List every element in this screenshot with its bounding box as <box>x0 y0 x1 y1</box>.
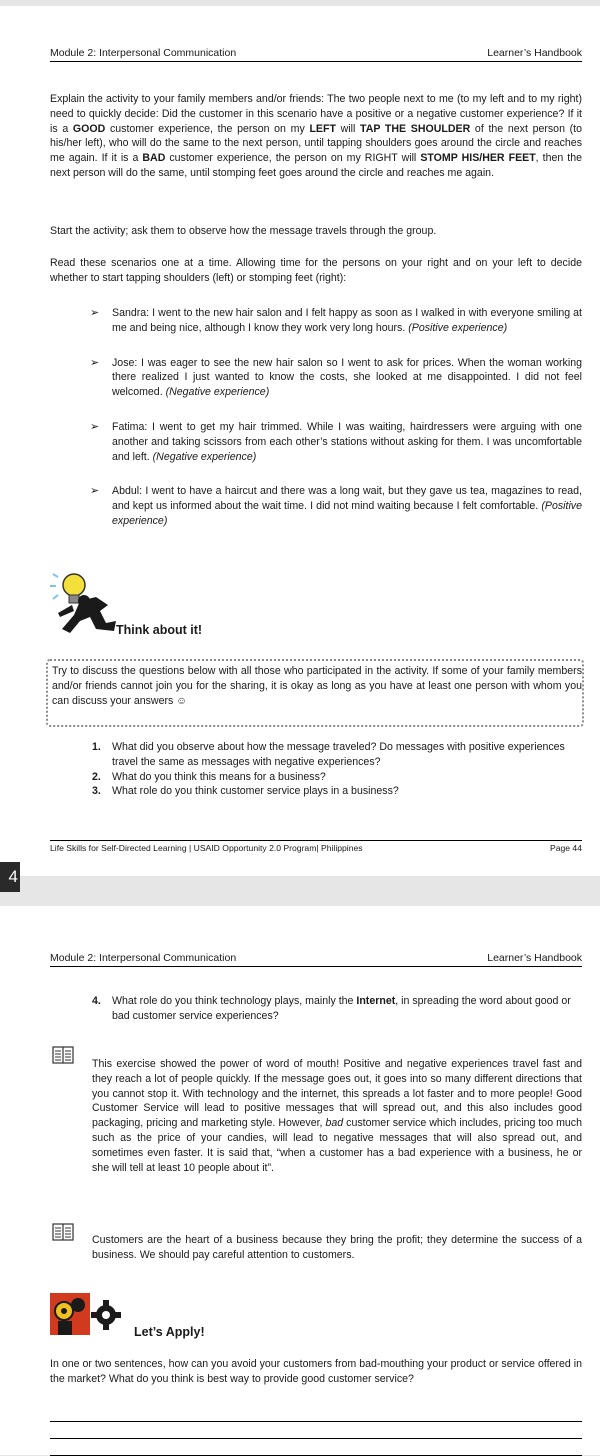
open-book-icon <box>52 1223 74 1241</box>
handbook-page-44 <box>0 6 600 876</box>
arrow-bullet-icon: ➢ <box>90 356 100 369</box>
handbook-title: Learner’s Handbook <box>487 952 582 964</box>
question-item: 1. What did you observe about how the message traveled? Do messages with positive experiences travel the same as messages with negative experiences? <box>92 741 565 768</box>
customers-note: Customers are the heart of a business because they bring the profit; they determine the success of a business. We should pay careful attention to customers. <box>92 1234 582 1261</box>
question-list <box>92 740 582 799</box>
page-footer <box>50 840 582 853</box>
lets-apply-title: Let’s Apply! <box>134 1325 205 1339</box>
start-activity-text: Start the activity; ask them to observe how the message travels through the group. <box>50 225 437 237</box>
page-number: Page 44 <box>549 843 582 853</box>
scenario-list <box>90 306 582 549</box>
arrow-bullet-icon: ➢ <box>90 420 100 433</box>
scenario-item: ➢ Abdul: I went to have a haircut and there was a long wait, but they gave us tea, magazines to read, and kept us informed about the wait time. I did not mind waiting because I felt comfortable. (Positive experience) <box>90 485 582 527</box>
question-list-continued <box>92 994 582 1024</box>
footer-program: Life Skills for Self-Directed Learning | USAID Opportunity 2.0 Program| Philippines <box>50 843 363 853</box>
module-title: Module 2: Interpersonal Communication <box>50 952 237 964</box>
answer-line[interactable] <box>50 1405 582 1422</box>
think-about-it-title: Think about it! <box>116 623 203 637</box>
scenario-item: ➢ Sandra: I went to the new hair salon and I felt happy as soon as I walked in with everyone smiling at me and being nice, although I know they work very long hours. (Positive experience) <box>90 307 582 334</box>
arrow-bullet-icon: ➢ <box>90 307 100 319</box>
lightbulb-thinker-icon <box>50 571 120 637</box>
activity-instructions: Explain the activity to your family members and/or friends: The two people next to me (to my left and to my right) need to quickly decide: Did the customer in this scenario have a positive or a negative customer experience? If it is a GOOD customer experience, the person on my LEFT will TAP THE SHOULDER of the next person (to his/her left), who will do the same to the next person, until tapping shoulders goes around the circle and reaches me again. If it is a BAD customer experience, the person on my RIGHT will STOMP HIS/HER FEET, then the next person will do the same, until stomping feet goes around the circle and reaches me again. <box>50 93 583 179</box>
gears-apply-icon <box>50 1293 126 1335</box>
answer-area[interactable] <box>50 1405 582 1456</box>
page-header <box>50 47 582 62</box>
module-title: Module 2: Interpersonal Communication <box>50 47 237 59</box>
answer-line[interactable] <box>50 1422 582 1439</box>
question-item: 3. What role do you think customer service plays in a business? <box>92 785 399 798</box>
read-scenarios-text: Read these scenarios one at a time. Allowing time for the persons on your right and on your left to decide whether to start tapping shoulders (left) or stomping feet (right): <box>50 257 582 284</box>
question-item: 4. What role do you think technology plays, mainly the Internet, in spreading the word about good or bad customer service experiences? <box>92 995 571 1022</box>
question-item: 2. What do you think this means for a business? <box>92 770 326 783</box>
handbook-title: Learner’s Handbook <box>487 47 582 59</box>
word-of-mouth-note: This exercise showed the power of word of mouth! Positive and negative experiences travel fast and they reach a lot of people quickly. If the message goes out, it goes into so many different directions that you cannot stop it. With technology and the internet, this spreads a lot faster and to more people! Good Customer Service will lead to positive messages that will spread out, and this also includes good packaging, pricing and marketing style. However, bad customer service which includes, pricing too much such as the price of your candies, will lead to negative messages that will also spread out, and sometimes even faster. It is said that, “when a customer has a bad experience with a business, he or she will tell at least 10 people about it”. <box>92 1058 582 1174</box>
discussion-text: Try to discuss the questions below with all those who participated in the activity. If some of your family members and/or friends cannot join you for the sharing, it is okay as long as you have at least one person with whom you can discuss your answers ☺ <box>52 665 582 707</box>
open-book-icon <box>52 1046 74 1064</box>
scenario-item: ➢ Jose: I was eager to see the new hair salon so I went to ask for prices. When the woman working there realized I just wanted to know the costs, she looked at me disappointed. I did not feel welcomed. (Negative experience) <box>90 356 582 399</box>
scenario-item: ➢ Fatima: I went to get my hair trimmed. While I was waiting, hairdressers were arguing with one another and taking scissors from each other’s stations without asking for them. I was uncomfortable and left. (Negative experience) <box>90 420 582 463</box>
page-number-tab: 4 <box>0 862 20 892</box>
apply-question: In one or two sentences, how can you avoid your customers from bad-mouthing your product or service offered in the market? What do you think is best way to provide good customer service? <box>50 1358 582 1385</box>
page-header <box>50 952 582 967</box>
arrow-bullet-icon: ➢ <box>90 485 100 498</box>
answer-line[interactable] <box>50 1439 582 1456</box>
